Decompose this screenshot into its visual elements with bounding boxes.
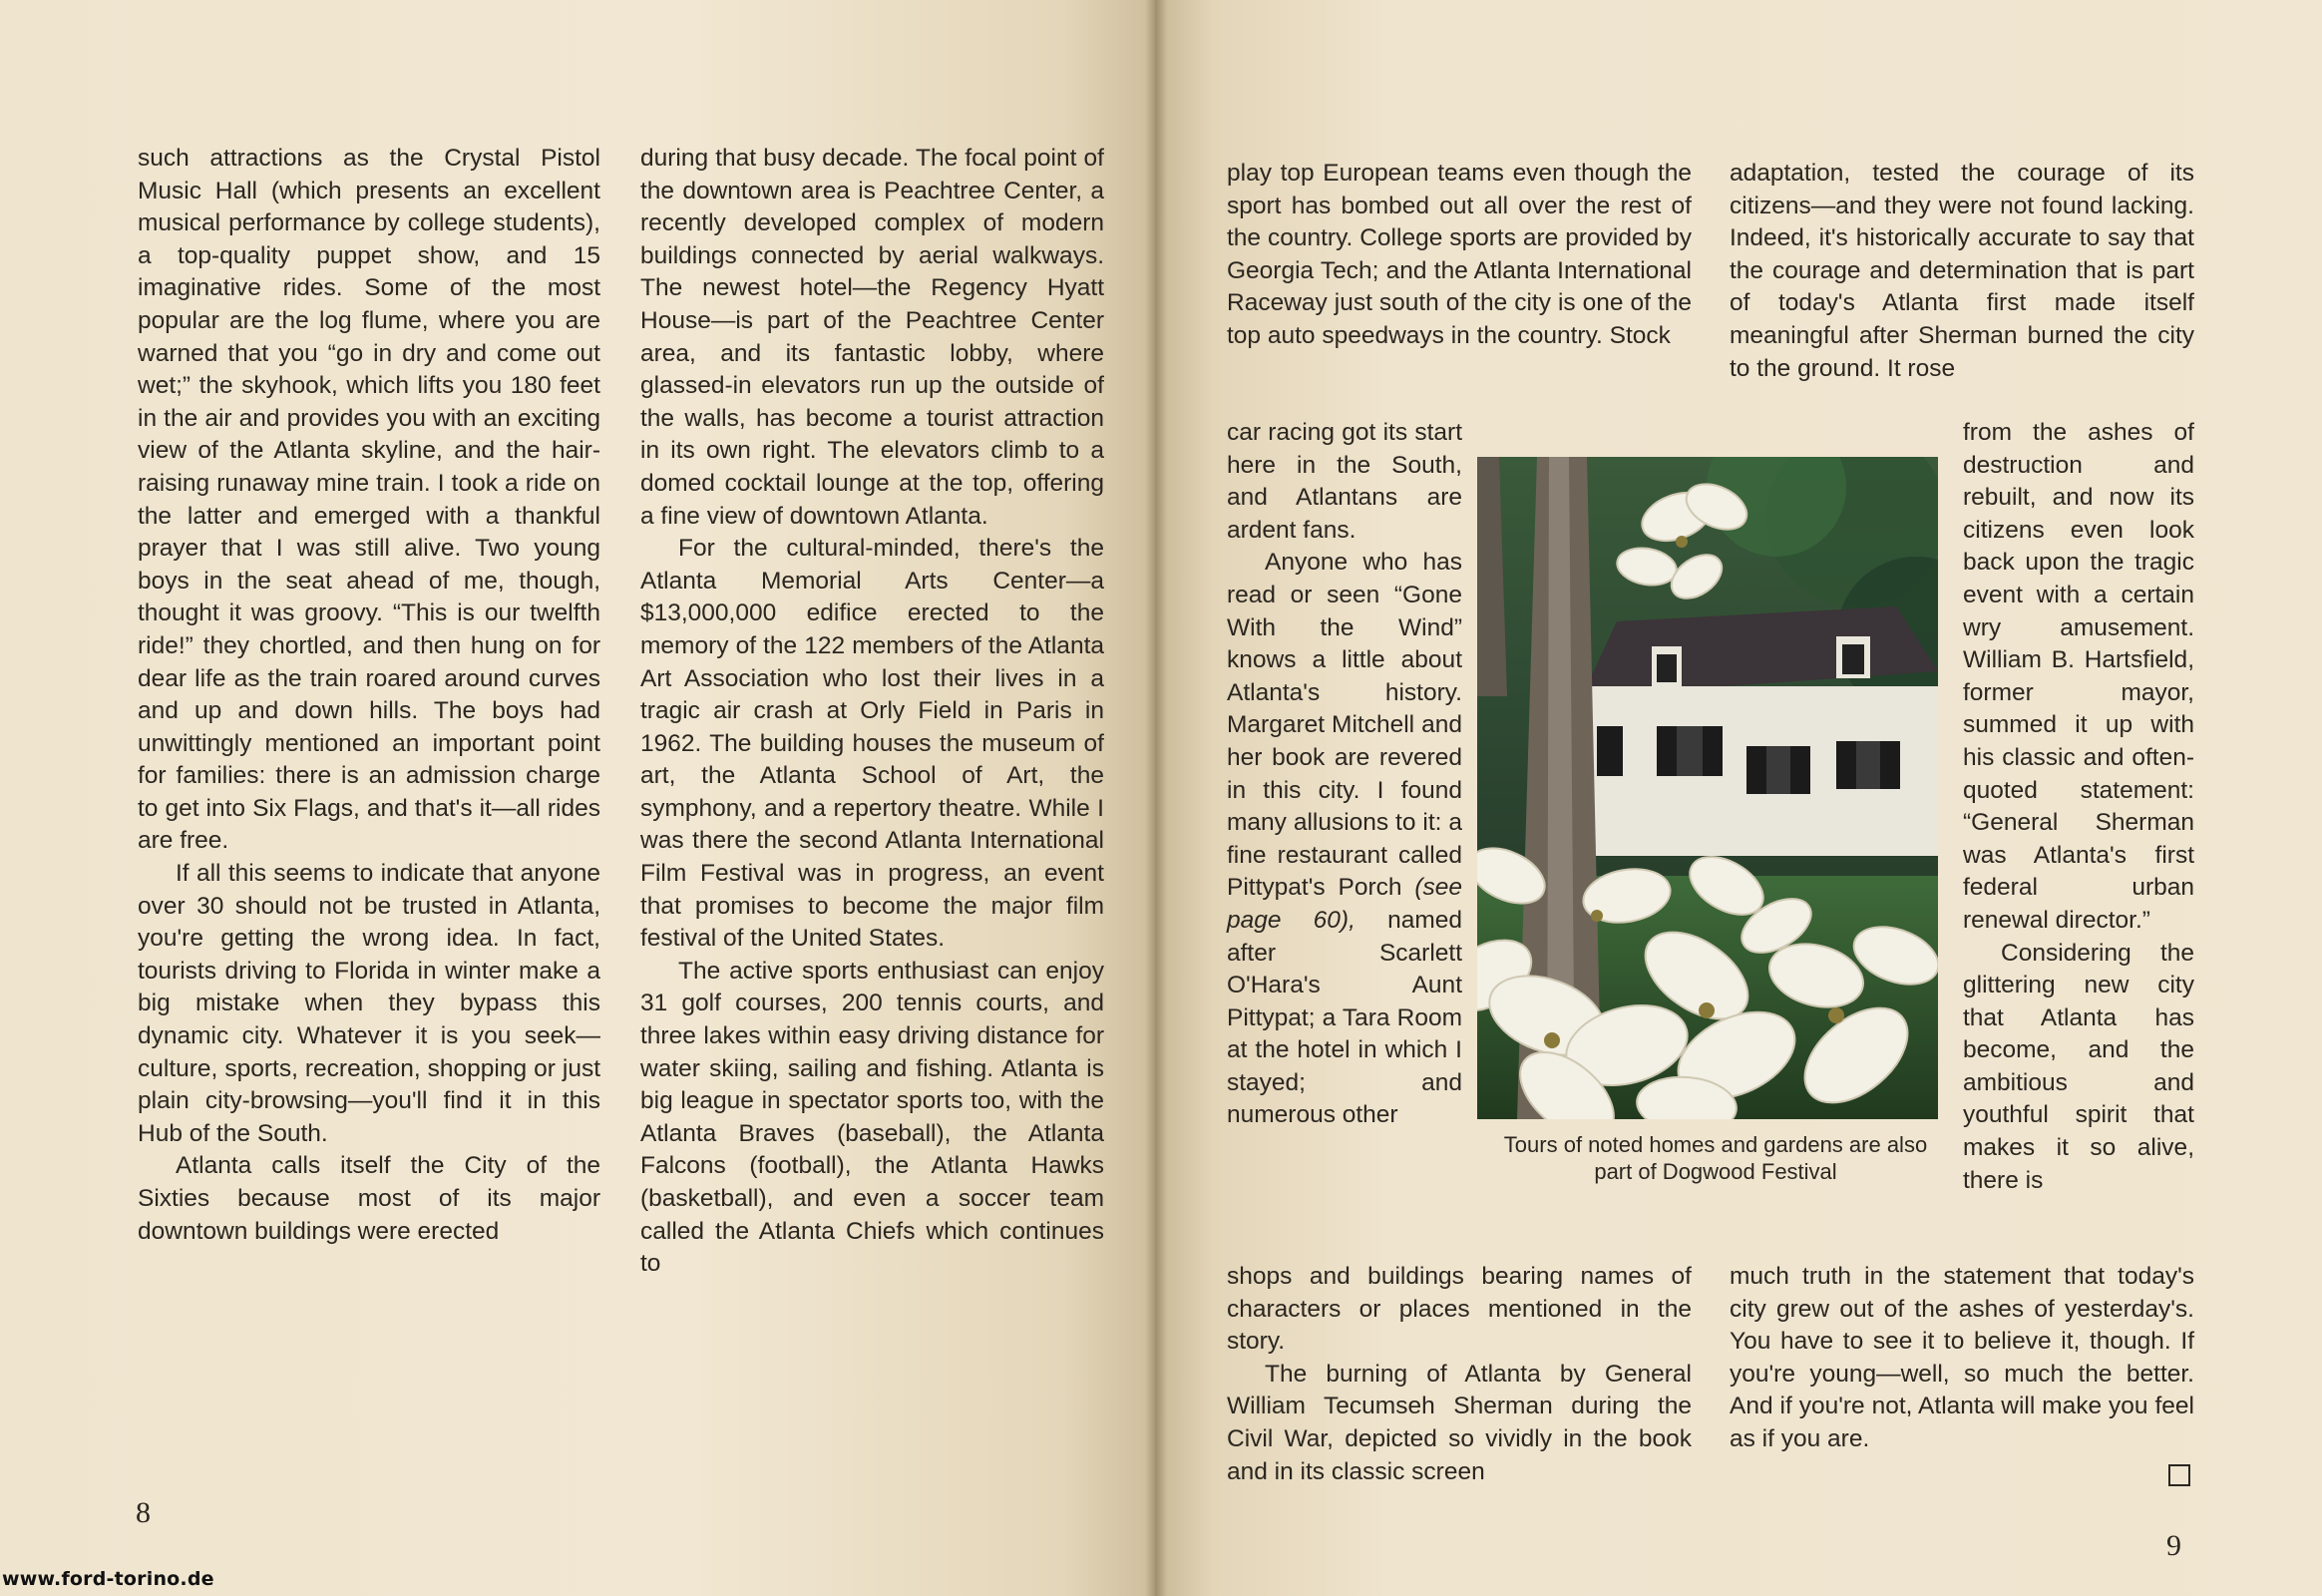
paragraph: adaptation, tested the courage of its citizens—and they were not found lacking. Indeed, it's historically accurate to say that the courage and determination that is part of today's Atlanta first made itself meaningful after Sherman burned the city to the ground. It rose xyxy=(1730,160,2194,382)
photo-caption: Tours of noted homes and gardens are also part of Dogwood Festival xyxy=(1503,1132,1928,1184)
page-reference: (see page 60), xyxy=(1227,874,1462,934)
paragraph: from the ashes of destruction and rebuilt, and now its citizens even look back upon the tragic event with a certain wry amusement. William B. Hartsfield, former mayor, summed it up with his classic and often-quoted statement: “General Sherman was Atlanta's first federal urban renewal director.” xyxy=(1963,419,2194,934)
paragraph: Considering the glittering new city that Atlanta has become, and the ambitious and youthful spirit that makes it so alive, there is xyxy=(1963,939,2194,1194)
right-column-2-wrap xyxy=(1963,417,2194,1197)
paragraph: shops and buildings bearing names of characters or places mentioned in the story. xyxy=(1227,1263,1692,1356)
photo-image xyxy=(1477,457,1938,1119)
left-column-1 xyxy=(138,143,600,1248)
paragraph-text: Anyone who has read or seen “Gone With the Wind” knows a little about Atlanta's history. Margaret Mitchell and her book are revered in this city. I found many allusions to it: a fine restaurant called Pittypat's Porch xyxy=(1227,549,1462,902)
paragraph: The active sports enthusiast can enjoy 31 golf courses, 200 tennis courts, and three lakes within easy driving distance for water skiing, sailing and fishing. Atlanta is big league in spectator sports too, with the Atlanta Braves (baseball), the Atlanta Falcons (football), the Atlanta Hawks (basketball), and even a soccer team called the Atlanta Chiefs which continues to xyxy=(640,957,1104,1278)
paragraph xyxy=(1227,547,1462,1132)
page-number-right: 9 xyxy=(2166,1529,2181,1562)
paragraph: much truth in the statement that today's city grew out of the ashes of yesterday's. You have to see it to believe it, though. If you're young—well, so much the better. And if you're not, Atlanta will make you feel as if you are. xyxy=(1730,1263,2194,1452)
paragraph: car racing got its start here in the South, and Atlantans are ardent fans. xyxy=(1227,419,1462,544)
paragraph: Atlanta calls itself the City of the Sixties because most of its major downtown buildings were erected xyxy=(138,1152,600,1245)
paragraph: The burning of Atlanta by General William Tecumseh Sherman during the Civil War, depicted so vividly in the book and in its classic screen xyxy=(1227,1360,1692,1485)
page-number-left: 8 xyxy=(136,1496,151,1529)
paragraph: play top European teams even though the sport has bombed out all over the rest of the country. College sports are provided by Georgia Tech; and the Atlanta International Raceway just south of the city is one of the top auto speedways in the country. Stock xyxy=(1227,160,1692,349)
right-column-1-top xyxy=(1227,158,1692,353)
end-mark-icon xyxy=(2168,1464,2190,1486)
dogwood-house-photo xyxy=(1477,457,1938,1119)
book-gutter xyxy=(1145,0,1167,1596)
paragraph: For the cultural-minded, there's the Atlanta Memorial Arts Center—a $13,000,000 edifice erected to the memory of the 122 members of the Atlanta Art Association who lost their lives in a tragic air crash at Orly Field in Paris in 1962. The building houses the museum of art, the Atlanta School of Art, the symphony, and a repertory theatre. While I was there the second Atlanta International Film Festival was in progress, an event that promises to become the major film festival of the United States. xyxy=(640,535,1104,953)
right-column-1-wrap xyxy=(1227,417,1462,1132)
right-column-2-bottom xyxy=(1730,1261,2194,1456)
paragraph-text: named after Scarlett O'Hara's Aunt Pittypat; a Tara Room at the hotel in which I stayed; and numerous other xyxy=(1227,906,1463,1129)
paragraph: such attractions as the Crystal Pistol Music Hall (which presents an excellent musical performance by college students), a top-quality puppet show, and 15 imaginative rides. Some of the most popular are the log flume, where you are warned that you “go in dry and come out wet;” the skyhook, which lifts you 180 feet in the air and provides you with an exciting view of the Atlanta skyline, and the hair-raising runaway mine train. I took a ride on the latter and emerged with a thankful prayer that I was still alive. Two young boys in the seat ahead of me, though, thought it was groovy. “This is our twelfth ride!” they chortled, and then hung on for dear life as the train roared around curves and up and down hills. The boys had unwittingly mentioned an important point for families: there is an admission charge to get into Six Flags, and that's it—all rides are free. xyxy=(138,145,600,855)
left-column-2 xyxy=(640,143,1104,1281)
watermark: www.ford-torino.de xyxy=(2,1568,214,1590)
right-column-1-bottom xyxy=(1227,1261,1692,1488)
paragraph: during that busy decade. The focal point of the downtown area is Peachtree Center, a recently developed complex of modern buildings connected by aerial walkways. The newest hotel—the Regency Hyatt House—is part of the Peachtree Center area, and its fantastic lobby, where glassed-in elevators run up the outside of the walls, has become a tourist attraction in its own right. The elevators climb to a domed cocktail lounge at the top, offering a fine view of downtown Atlanta. xyxy=(640,145,1104,530)
right-column-2-top xyxy=(1730,158,2194,385)
paragraph: If all this seems to indicate that anyone over 30 should not be trusted in Atlanta, you're getting the wrong idea. In fact, tourists driving to Florida in winter make a big mistake when they bypass this dynamic city. Whatever it is you seek—culture, sports, recreation, shopping or just plain city-browsing—you'll find it in this Hub of the South. xyxy=(138,860,600,1147)
